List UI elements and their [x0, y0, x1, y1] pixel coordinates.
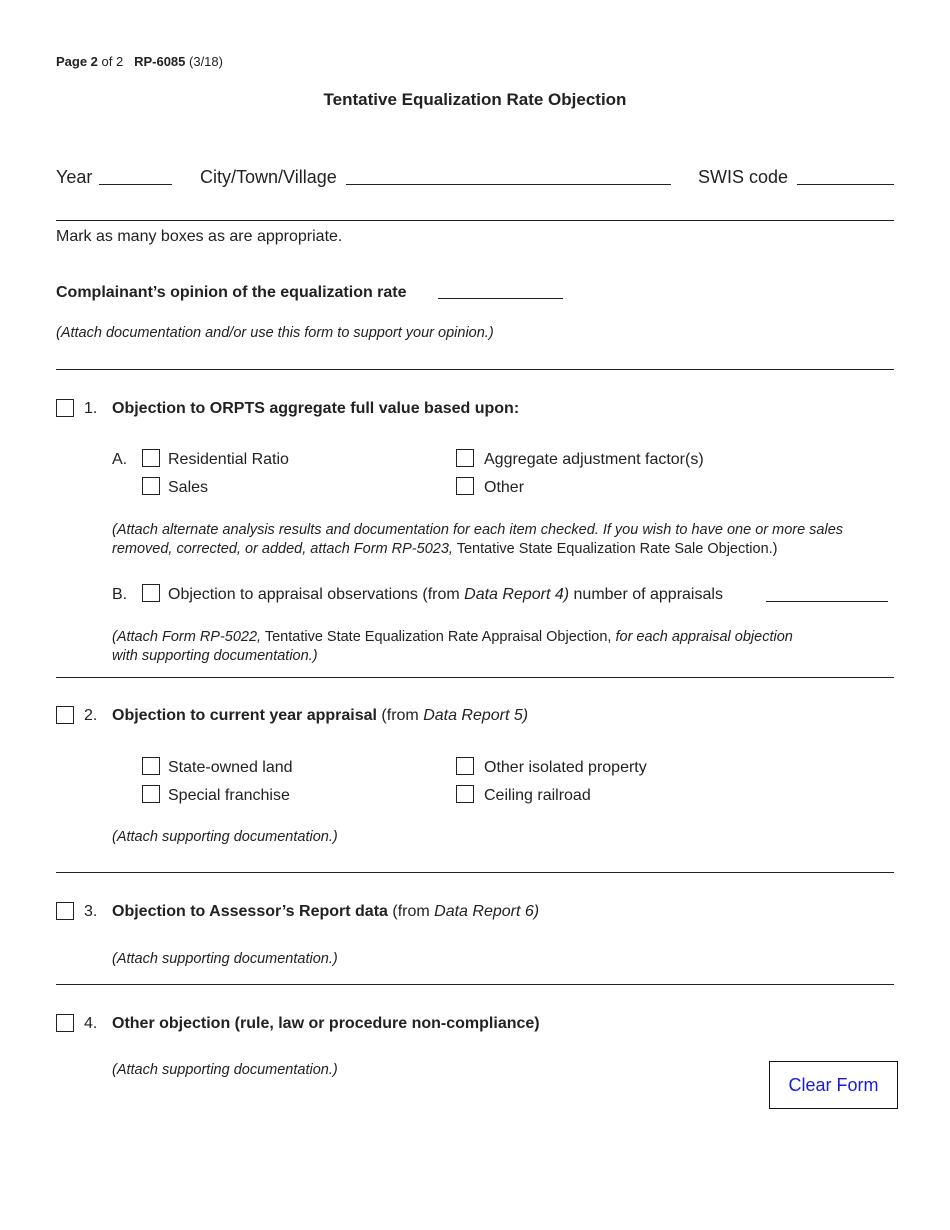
- form-id: RP-6085: [134, 54, 186, 69]
- appraisal-observations-label: [168, 586, 723, 604]
- year-field[interactable]: [99, 184, 172, 185]
- appraisal-report-ref: Data Report 4): [464, 586, 570, 603]
- section3-checkbox[interactable]: [56, 902, 74, 920]
- section4-title: Other objection (rule, law or procedure non-compliance): [112, 1015, 540, 1032]
- section1-b-note-tail: for each appraisal objection: [611, 629, 793, 645]
- section2-title-bold: Objection to current year appraisal: [112, 707, 377, 724]
- aggregate-adjustment-checkbox[interactable]: [456, 449, 474, 467]
- divider: [56, 984, 894, 985]
- appraisal-text-1: Objection to appraisal observations (from: [168, 586, 465, 603]
- other-isolated-property-checkbox[interactable]: [456, 757, 474, 775]
- section2-number: 2.: [84, 707, 98, 724]
- other-checkbox[interactable]: [456, 477, 474, 495]
- ceiling-railroad-checkbox[interactable]: [456, 785, 474, 803]
- section2-checkbox[interactable]: [56, 706, 74, 724]
- section1-a-note-form-name: Tentative State Equalization Rate Sale Objection.): [452, 541, 778, 557]
- section1-a-note: [112, 521, 843, 559]
- section1-b-note: [112, 628, 793, 666]
- section2-title-from: (from: [376, 707, 424, 724]
- state-owned-land-checkbox[interactable]: [142, 757, 160, 775]
- form-revision: (3/18): [189, 54, 223, 69]
- section3-title-bold: Objection to Assessor’s Report data: [112, 903, 388, 920]
- section4-note: (Attach supporting documentation.): [112, 1062, 338, 1078]
- instructions: Mark as many boxes as are appropriate.: [56, 228, 343, 245]
- appraisal-observations-checkbox[interactable]: [142, 584, 160, 602]
- section3-title: [112, 903, 539, 921]
- number-of-appraisals-field[interactable]: [766, 601, 888, 602]
- section2-title: [112, 707, 528, 725]
- section1-title: Objection to ORPTS aggregate full value based upon:: [112, 400, 520, 417]
- other-isolated-property-label: Other isolated property: [484, 759, 647, 776]
- section1-a-note-line2: removed, corrected, or added, attach Form RP-5023,: [112, 541, 453, 557]
- swis-label: SWIS code: [698, 167, 789, 187]
- section3-title-from: (from: [387, 903, 435, 920]
- page-of: of 2: [101, 54, 124, 69]
- city-label: City/Town/Village: [200, 167, 337, 187]
- divider: [56, 872, 894, 873]
- section2-note: (Attach supporting documentation.): [112, 829, 338, 845]
- section4-number: 4.: [84, 1015, 98, 1032]
- sales-label: Sales: [168, 479, 209, 496]
- section1-b-note-form-name: Tentative State Equalization Rate Appraisal Objection,: [261, 629, 612, 645]
- residential-ratio-label: Residential Ratio: [168, 451, 289, 468]
- opinion-rate-field[interactable]: [438, 298, 563, 299]
- page-number: [56, 54, 223, 69]
- residential-ratio-checkbox[interactable]: [142, 449, 160, 467]
- city-field[interactable]: [346, 184, 671, 185]
- appraisal-text-2: number of appraisals: [569, 586, 723, 603]
- clear-form-button[interactable]: Clear Form: [769, 1061, 898, 1109]
- page-label: Page 2: [56, 54, 98, 69]
- section3-note: (Attach supporting documentation.): [112, 951, 338, 967]
- divider: [56, 220, 894, 221]
- section3-number: 3.: [84, 903, 98, 920]
- special-franchise-label: Special franchise: [168, 787, 290, 804]
- state-owned-land-label: State-owned land: [168, 759, 293, 776]
- other-label: Other: [484, 479, 525, 496]
- special-franchise-checkbox[interactable]: [142, 785, 160, 803]
- section1-b-letter: B.: [112, 586, 128, 603]
- sales-checkbox[interactable]: [142, 477, 160, 495]
- opinion-label: Complainant’s opinion of the equalization rate: [56, 284, 407, 301]
- page-title: Tentative Equalization Rate Objection: [323, 90, 627, 109]
- divider: [56, 677, 894, 678]
- ceiling-railroad-label: Ceiling railroad: [484, 787, 591, 804]
- section4-checkbox[interactable]: [56, 1014, 74, 1032]
- section1-b-note-line2: with supporting documentation.): [112, 648, 318, 664]
- section1-checkbox[interactable]: [56, 399, 74, 417]
- section3-report-ref: Data Report 6): [434, 903, 540, 920]
- aggregate-adjustment-label: Aggregate adjustment factor(s): [484, 451, 704, 468]
- section1-b-note-form: (Attach Form RP-5022,: [112, 629, 262, 645]
- section1-a-letter: A.: [112, 451, 128, 468]
- section2-report-ref: Data Report 5): [423, 707, 529, 724]
- divider: [56, 369, 894, 370]
- section1-a-note-line1: (Attach alternate analysis results and documentation for each item checked. If you wish to have one or more sales: [112, 522, 844, 538]
- swis-code-field[interactable]: [797, 184, 894, 185]
- year-label: Year: [56, 167, 93, 187]
- section1-number: 1.: [84, 400, 98, 417]
- opinion-note: (Attach documentation and/or use this form to support your opinion.): [56, 325, 494, 341]
